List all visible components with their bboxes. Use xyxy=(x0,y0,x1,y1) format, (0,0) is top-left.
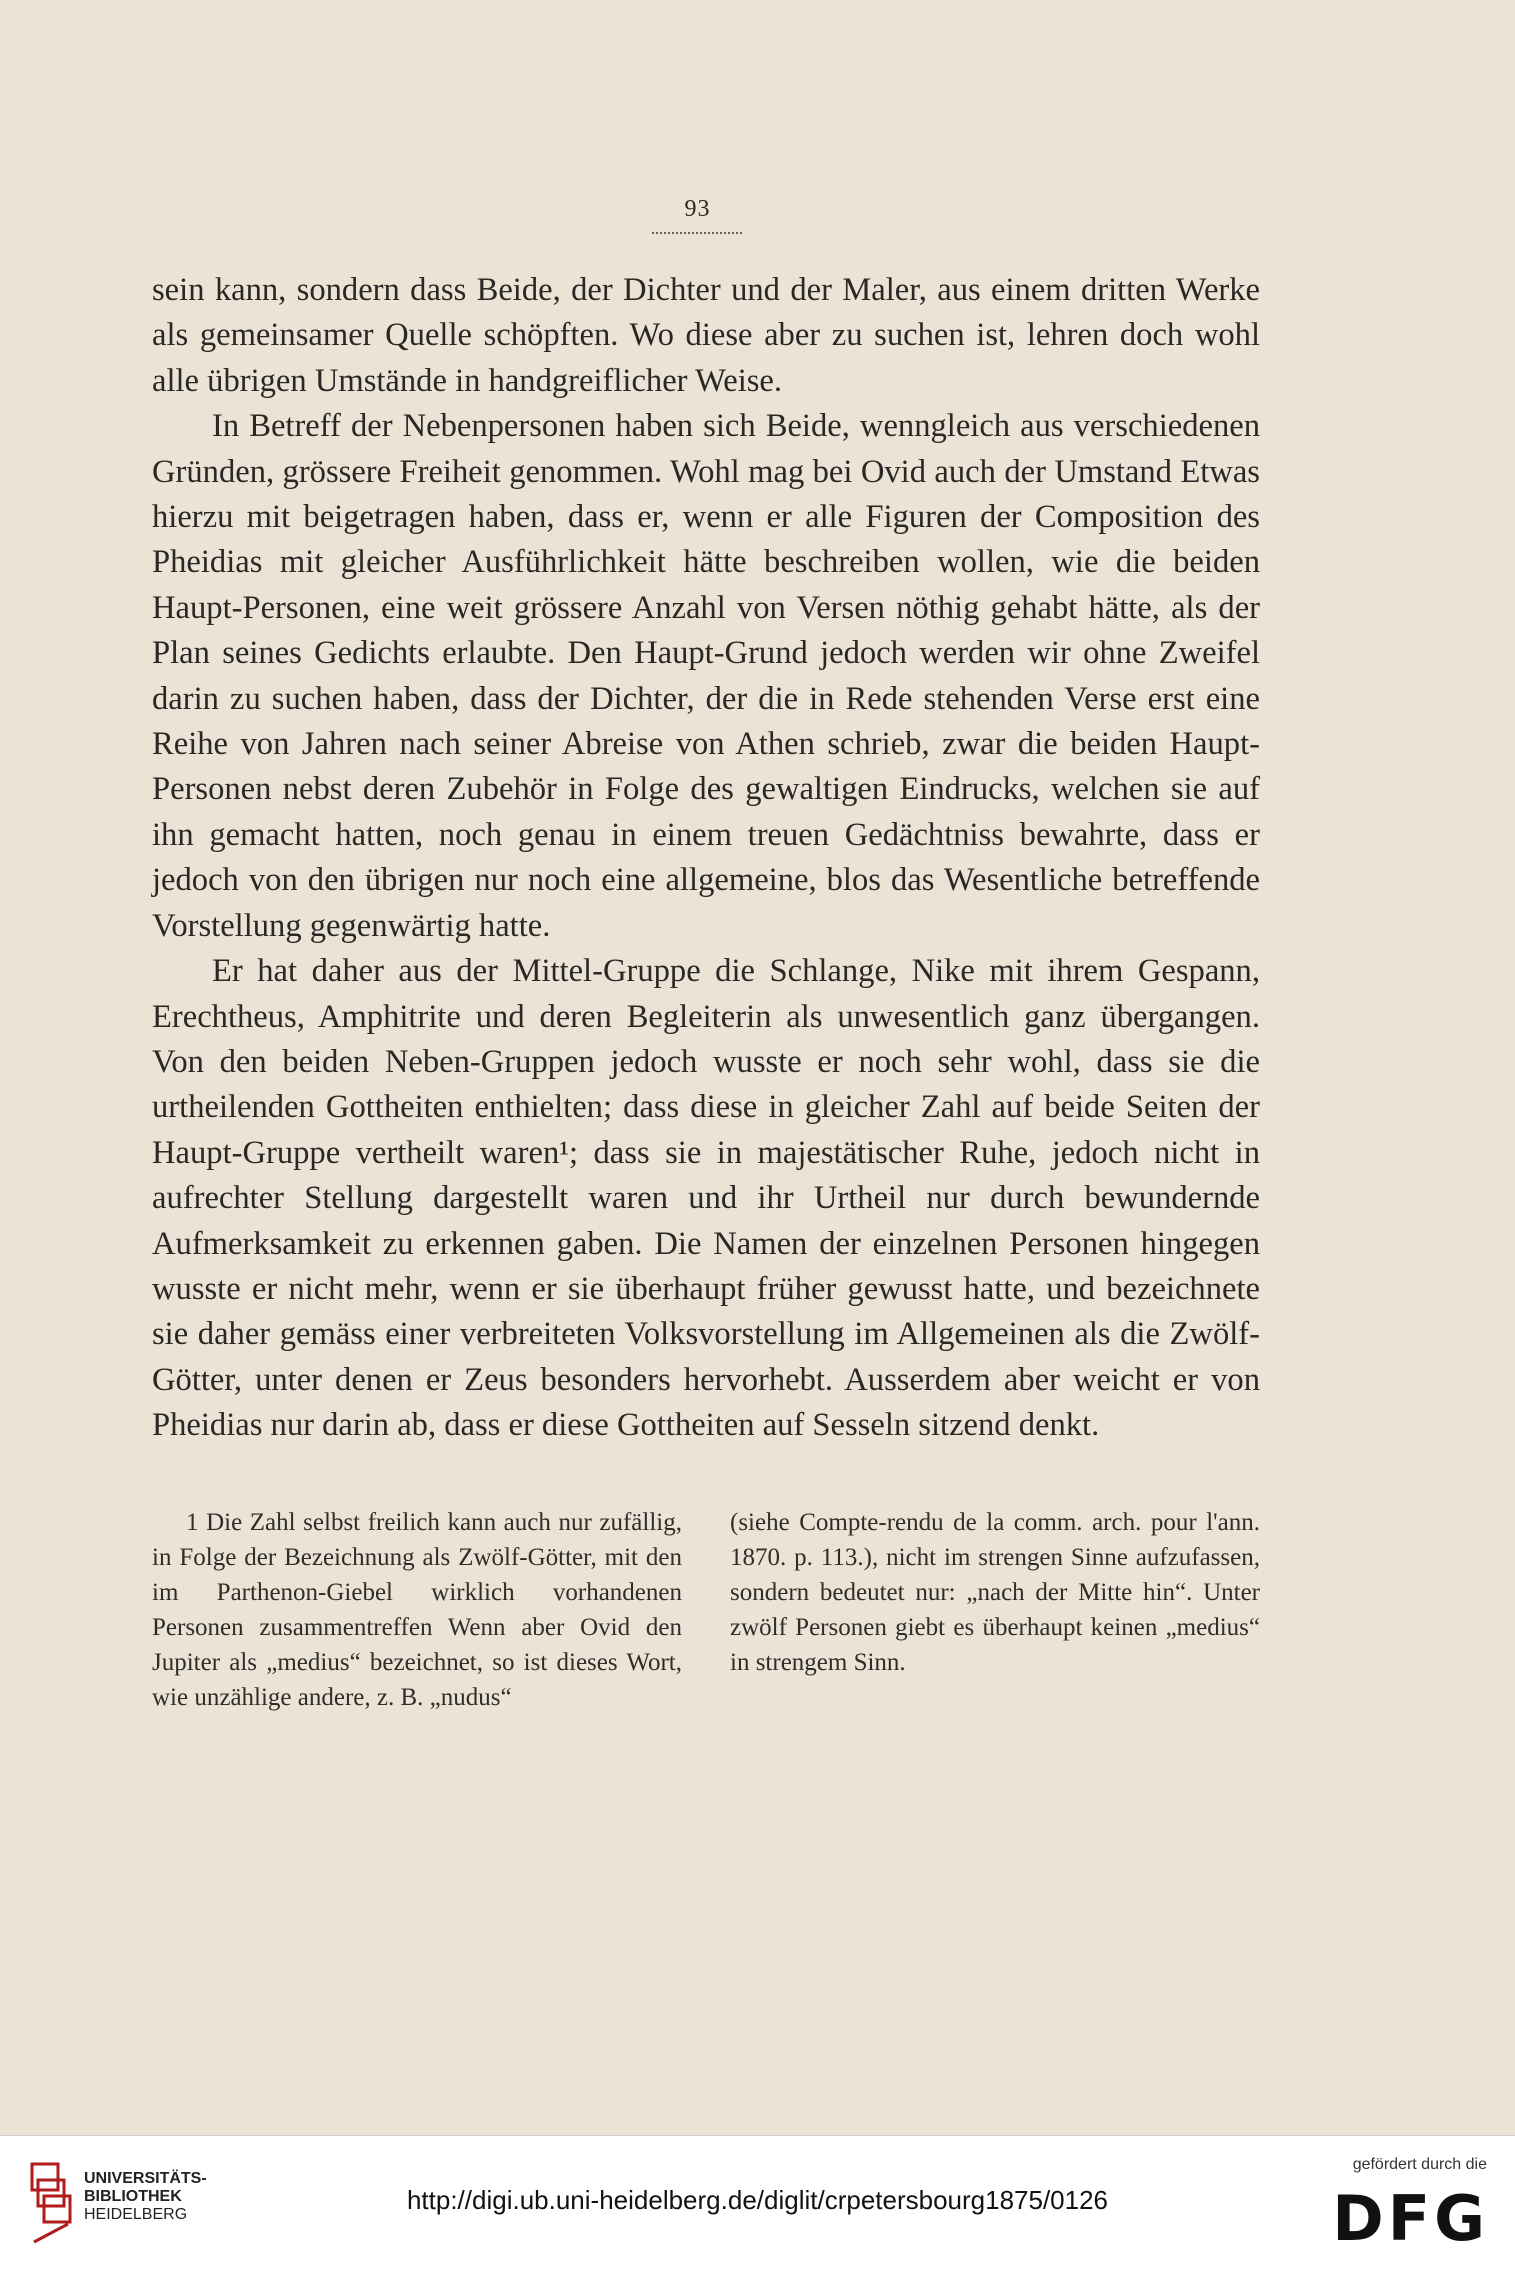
footnote-column-left xyxy=(152,1505,682,1715)
paragraph-1: sein kann, sondern dass Beide, der Dichter und der Maler, aus einem dritten Werke als gemeinsamer Quelle schöpften. Wo diese aber zu suchen ist, lehren doch wohl alle übrigen Umstände in handgreiflicher Weise. xyxy=(152,272,1260,399)
library-name-line-2: BIBLIOTHEK xyxy=(84,2188,182,2205)
library-name-line-3: HEIDELBERG xyxy=(84,2206,188,2223)
page-number: 93 xyxy=(684,196,711,222)
footnote-1-part-2: (siehe Compte-rendu de la comm. arch. pour l'ann. 1870. p. 113.), nicht im strengen Sinne aufzufassen, sondern bedeutet nur: „nach der Mitte hin“. Unter zwölf Personen giebt es überhaupt keinen „medius“ in strengem Sinn. xyxy=(730,1509,1260,1676)
library-name-line-1: UNIVERSITÄTS- xyxy=(84,2170,207,2187)
funding-caption: gefördert durch die xyxy=(1352,2156,1487,2173)
paragraph-2: In Betreff der Nebenpersonen haben sich Beide, wenngleich aus verschiedenen Gründen, grössere Freiheit genommen. Wohl mag bei Ovid auch der Umstand Etwas hierzu mit beigetragen haben, dass er, wenn er alle Figuren der Composition des Pheidias mit gleicher Ausführlichkeit hätte beschreiben wollen, wie die beiden Haupt-Personen, eine weit grössere Anzahl von Versen nöthig gehabt hätte, als der Plan seines Gedichts erlaubte. Den Haupt-Grund jedoch werden wir ohne Zweifel darin zu suchen haben, dass der Dichter, der die in Rede stehenden Verse erst eine Reihe von Jahren nach seiner Abreise von Athen schrieb, zwar die beiden Haupt-Personen nebst deren Zubehör in Folge des gewaltigen Eindrucks, welchen sie auf ihn gemacht hatten, noch genau in einem treuen Gedächtniss bewahrte, dass er jedoch von den übrigen nur noch eine allgemeine, blos das Wesentliche betreffende Vorstellung gegenwärtig hatte. xyxy=(152,408,1260,944)
viewer-footer xyxy=(0,2135,1515,2270)
footnote-column-right xyxy=(730,1505,1260,1715)
dfg-logo: DFG xyxy=(1332,2182,1489,2255)
paragraph-3: Er hat daher aus der Mittel-Gruppe die Schlange, Nike mit ihrem Gespann, Erechtheus, Amphitrite und deren Begleiterin als unwesentlich ganz übergangen. Von den beiden Neben-Gruppen jedoch wusste er noch sehr wohl, dass sie die urtheilenden Gottheiten enthielten; dass diese in gleicher Zahl auf beide Seiten der Haupt-Gruppe vertheilt waren¹; dass sie in majestätischer Ruhe, jedoch nicht in aufrechter Stellung dargestellt waren und ihr Urtheil nur durch bewundernde Aufmerksamkeit zu erkennen gaben. Die Namen der einzelnen Personen hingegen wusste er nicht mehr, wenn er sie überhaupt früher gewusst hatte, und bezeichnete sie daher gemäss einer verbreiteten Volksvorstellung im Allgemeinen als die Zwölf-Götter, unter denen er Zeus besonders hervorhebt. Ausserdem aber weicht er von Pheidias nur darin ab, dass er diese Gottheiten auf Sesseln sitzend denkt. xyxy=(152,953,1260,1444)
page-number-ornament xyxy=(652,226,742,234)
permalink-url[interactable]: http://digi.ub.uni-heidelberg.de/diglit/crpetersbourg1875/0126 xyxy=(406,2185,1109,2215)
footnotes xyxy=(152,1505,1260,1715)
body-text xyxy=(152,268,1260,1449)
footnote-1-part-1: 1 Die Zahl selbst freilich kann auch nur zufällig, in Folge der Bezeichnung als Zwölf-Götter, mit den im Parthenon-Giebel wirklich vorhandenen Personen zusammentreffen Wenn aber Ovid den Jupiter als „medius“ bezeichnet, so ist dieses Wort, wie unzählige andere, z. B. „nudus“ xyxy=(152,1509,682,1711)
